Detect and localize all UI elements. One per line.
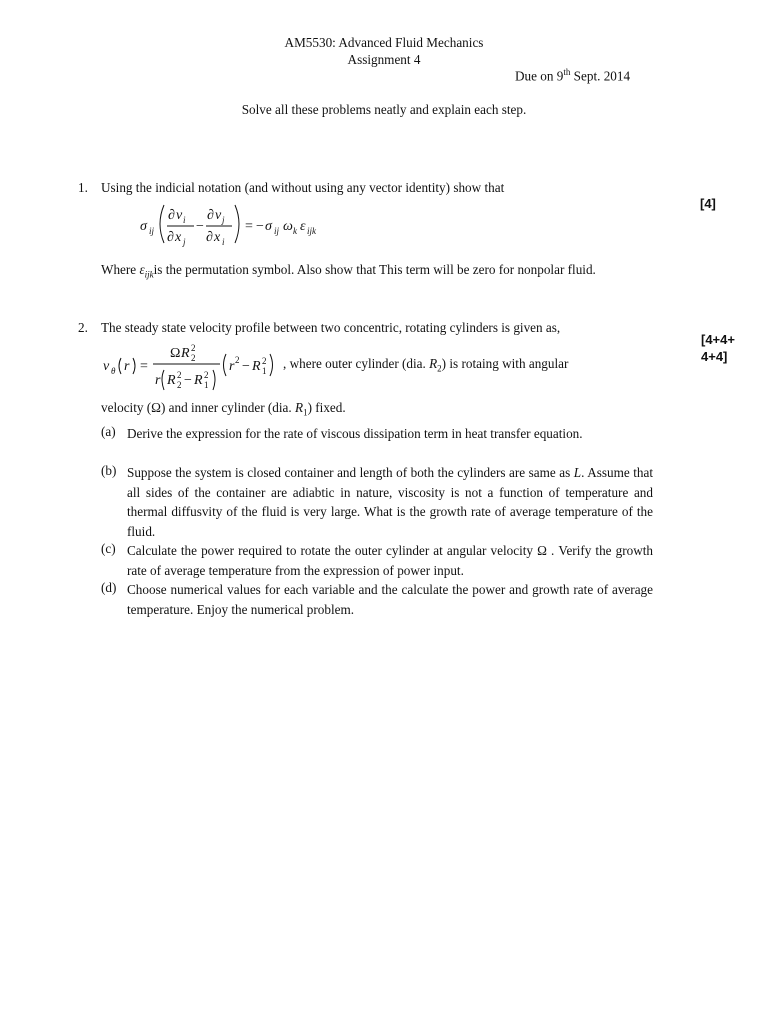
problem-2-marks (701, 331, 735, 365)
svg-text:1: 1 (204, 380, 209, 390)
svg-text:−: − (196, 219, 204, 234)
svg-text:=: = (245, 219, 253, 234)
svg-text:∂: ∂ (207, 208, 214, 223)
epsilon-sub: ijk (144, 269, 154, 280)
svg-text:k: k (293, 226, 297, 236)
part-a-label: (a) (101, 424, 116, 439)
svg-text:−: − (242, 359, 250, 374)
part-b-text (127, 463, 653, 541)
equation-2-suffix (283, 356, 568, 374)
part-c (101, 541, 653, 580)
svg-text:i: i (222, 237, 225, 247)
svg-text:r: r (124, 359, 130, 374)
part-b-text-a: Suppose the system is closed container and length of both the cylinders are same as (127, 465, 574, 480)
svg-text:R: R (194, 373, 203, 388)
problem-1-intro: Using the indicial notation (and without using any vector identity) show that (101, 180, 505, 195)
eq-suffix-text: , where outer cylinder (dia. (283, 356, 430, 371)
svg-text:i: i (183, 215, 186, 225)
equation-2 (100, 340, 282, 394)
svg-text:x: x (175, 230, 182, 245)
part-b-label: (b) (101, 463, 117, 478)
instruction: Solve all these problems neatly and explain each step. (241, 102, 527, 117)
svg-text:2: 2 (191, 343, 196, 353)
velocity-text-b: ) and inner cylinder (dia. (160, 400, 296, 415)
svg-text:∂: ∂ (168, 208, 175, 223)
svg-text:ij: ij (149, 226, 155, 236)
svg-text:x: x (214, 230, 221, 245)
where-text: is the permutation symbol. Also show that This term will be zero for nonpolar fluid. (153, 262, 596, 277)
eq-suffix-sym: R (429, 356, 438, 371)
svg-text:Ω: Ω (170, 346, 181, 361)
svg-text:v: v (176, 208, 183, 223)
svg-text:v: v (103, 359, 110, 374)
part-c-text: Calculate the power required to rotate the outer cylinder at angular velocity Ω . Verify the growth rate of average temperature from the expression of power input. (127, 543, 653, 578)
svg-text:r: r (155, 373, 161, 388)
svg-text:ij: ij (274, 226, 280, 236)
svg-text:R: R (181, 346, 190, 361)
eq-suffix-sub: 2 (437, 363, 442, 374)
epsilon-symbol: ε (139, 262, 145, 277)
svg-text:σ: σ (265, 219, 272, 234)
svg-text:σ: σ (140, 219, 147, 234)
eq-suffix-end: ) is rotaing with angular (441, 356, 569, 371)
problem-2-marks-line2: 4+4] (701, 349, 728, 364)
part-d-text: Choose numerical values for each variable and the calculate the power and growth rate of average temperature. Enjoy the numerical problem. (127, 582, 653, 617)
svg-text:−: − (256, 219, 264, 234)
part-b-L: L (573, 465, 582, 480)
svg-text:2: 2 (262, 356, 267, 366)
svg-text:2: 2 (191, 353, 196, 363)
velocity-sym: R (295, 400, 304, 415)
due-sup: th (563, 67, 571, 77)
part-a (101, 424, 653, 444)
problem-1-where (101, 257, 653, 288)
due-date (515, 67, 630, 84)
part-c-label: (c) (101, 541, 116, 556)
omega-symbol: Ω (151, 400, 161, 415)
part-d (101, 580, 653, 619)
svg-text:2: 2 (235, 355, 240, 365)
svg-text:j: j (222, 215, 225, 225)
due-prefix: Due on 9 (515, 68, 564, 84)
due-suffix: Sept. 2014 (570, 68, 631, 84)
svg-text:ε: ε (300, 219, 306, 234)
svg-text:∂: ∂ (206, 230, 213, 245)
course-title: AM5530: Advanced Fluid Mechanics (284, 35, 484, 50)
svg-text:2: 2 (204, 370, 209, 380)
svg-text:R: R (167, 373, 176, 388)
svg-text:ω: ω (283, 219, 293, 234)
problem-2-number: 2. (78, 320, 88, 335)
svg-text:v: v (215, 208, 222, 223)
svg-text:1: 1 (262, 366, 267, 376)
svg-text:2: 2 (177, 380, 182, 390)
svg-text:2: 2 (177, 370, 182, 380)
assignment-title: Assignment 4 (347, 52, 421, 67)
velocity-text-a: velocity ( (101, 400, 152, 415)
part-a-text: Derive the expression for the rate of viscous dissipation term in heat transfer equation. (127, 426, 583, 441)
velocity-sub: 1 (303, 407, 308, 418)
svg-text:r: r (229, 359, 235, 374)
problem-2-marks-line1: [4+4+ (701, 332, 735, 347)
svg-text:ijk: ijk (307, 226, 316, 236)
part-d-label: (d) (101, 580, 117, 595)
svg-text:=: = (140, 359, 148, 374)
where-prefix: Where (101, 262, 140, 277)
problem-2-intro: The steady state velocity profile between two concentric, rotating cylinders is given as, (101, 320, 561, 335)
problem-1-number: 1. (78, 180, 88, 195)
svg-text:R: R (252, 359, 261, 374)
equation-1 (138, 199, 338, 249)
velocity-line (101, 400, 346, 418)
part-b-text-b: . Assume that all sides of the container are adiabtic in nature, viscosity is not a function of temperature and thermal diffusvity of the fluid is very large. What is the growth rate of average temperature of the fluid. (127, 465, 653, 539)
velocity-text-c: ) fixed. (307, 400, 346, 415)
part-b (101, 463, 653, 541)
problem-1-marks: [4] (700, 196, 716, 211)
svg-text:∂: ∂ (167, 230, 174, 245)
svg-text:j: j (183, 237, 186, 247)
svg-text:−: − (184, 373, 192, 388)
svg-text:θ: θ (111, 366, 116, 376)
